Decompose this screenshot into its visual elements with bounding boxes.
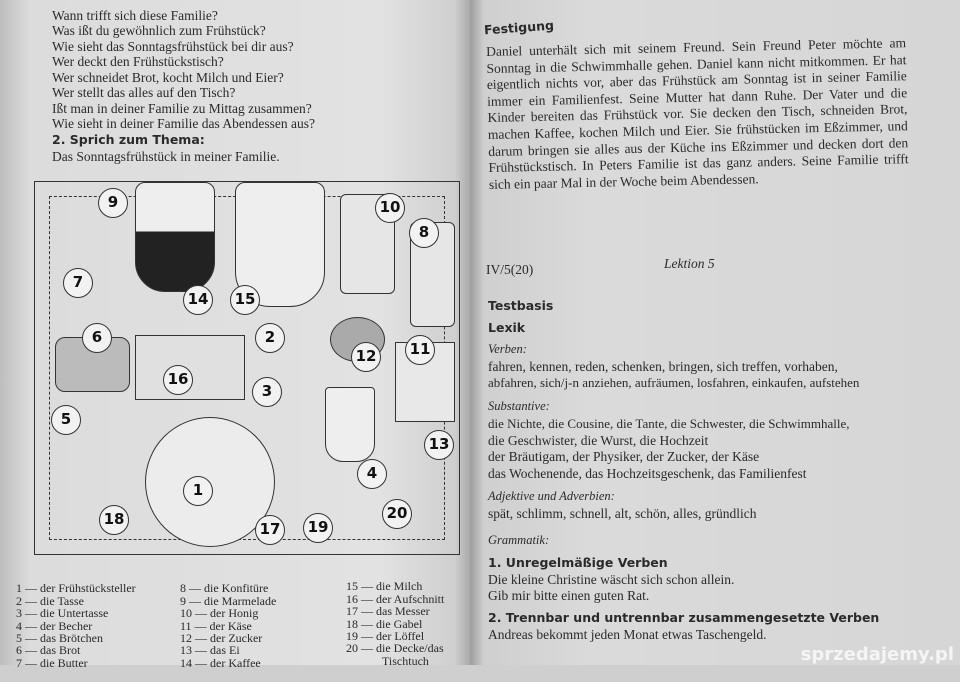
legend-item: 4 — der Becher [16, 618, 93, 633]
question: Wer schneidet Brot, kocht Milch und Eier? [52, 70, 284, 85]
grammatik-label: Grammatik: [488, 533, 550, 547]
item-number: 15 [230, 285, 260, 315]
legend-item: 6 — das Brot [16, 643, 81, 658]
item-number: 6 [82, 323, 112, 353]
legend-item: 13 — das Ei [180, 643, 240, 658]
question: Ißt man in deiner Familie zu Mittag zusammen? [52, 101, 312, 116]
festigung-text: Daniel unterhält sich mit seinem Freund. Sein Freund Peter möchte am Sonntag in die Schwimmhalle gehen. Daniel kann nicht mitkommen. Er hat eigentlich nichts vor, aber das Frühstück am Sonntag ist in seiner Familie immer ein Familienfest. Seine Mutter hat dann Ruhe. Der Vater und die Kinder bereiten das Frühstück vor. Sie decken den Tisch, schneiden Brot, machen Kaffee, kochen Milch und Eier. Sie frühstücken im Eßzimmer, und darum bringen sie alles aus der Küche ins Eßzimmer und decken dort den Frühstückstisch. In Peters Familie ist das ganz anders. Seine Familie trifft sich ein paar Mal in der Woche beim Abendessen. [486, 35, 909, 192]
item-number: 5 [51, 405, 81, 435]
substantive-label: Substantive: [488, 399, 550, 413]
legend-item: 19 — der Löffel [346, 629, 425, 644]
item-number: 10 [375, 193, 405, 223]
lexik-heading: Lexik [488, 320, 526, 335]
question: Wann trifft sich diese Familie? [52, 8, 218, 23]
legend-column-3 [346, 568, 444, 680]
cold-cuts-board [135, 335, 245, 400]
legend-item: 15 — die Milch [346, 579, 423, 594]
legend-item: 5 — das Brötchen [16, 631, 103, 646]
item-number: 19 [303, 513, 333, 543]
task-text: Das Sonntagsfrühstück in meiner Familie. [52, 149, 280, 164]
grammar-example: Gib mir bitte einen guten Rat. [488, 588, 650, 603]
legend-item: 8 — die Konfitüre [180, 581, 269, 596]
legend-item: 11 — der Käse [180, 618, 252, 633]
legend-item: 2 — die Tasse [16, 593, 84, 608]
item-number: 16 [163, 365, 193, 395]
grammar-heading-1: 1. Unregelmäßige Verben [488, 555, 668, 570]
mug [325, 387, 375, 462]
item-number: 3 [252, 377, 282, 407]
item-number: 17 [255, 515, 285, 545]
legend-item: 3 — die Untertasse [16, 606, 109, 621]
legend-item: 18 — die Gabel [346, 616, 423, 631]
lesson-title: Lektion 5 [664, 256, 715, 271]
legend-item: 20 — die Decke/das [346, 641, 444, 656]
question: Wie sieht in deiner Familie das Abendessen aus? [52, 116, 316, 131]
legend-item: 1 — der Frühstücksteller [16, 581, 136, 596]
item-number: 20 [382, 499, 412, 529]
task-heading: 2. Sprich zum Thema: [52, 132, 205, 147]
item-number: 8 [409, 218, 439, 248]
item-number: 11 [405, 335, 435, 365]
legend-item: 7 — die Butter [16, 655, 88, 670]
question: Was ißt du gewöhnlich zum Frühstück? [52, 23, 266, 38]
adjektive-label: Adjektive und Adverbien: [488, 489, 615, 503]
legend-item: 16 — der Aufschnitt [346, 591, 445, 606]
legend-item: 9 — die Marmelade [180, 593, 277, 608]
legend-item: 10 — der Honig [180, 606, 259, 621]
watermark-logo: sprzedajemy.pl [800, 644, 954, 665]
coffee-pot [135, 182, 215, 292]
legend-item: 14 — der Kaffee [180, 655, 261, 670]
legend-item: 17 — das Messer [346, 604, 430, 619]
item-number: 2 [255, 323, 285, 353]
grammar-heading-2: 2. Trennbar und untrennbar zusammengesetzte Verben [488, 610, 880, 625]
legend-item: 12 — der Zucker [180, 631, 263, 646]
festigung-heading: Festigung [483, 17, 555, 38]
substantive-line: der Bräutigam, der Physiker, der Zucker, der Käse [488, 449, 760, 464]
item-number: 18 [99, 505, 129, 535]
verben-line: fahren, kennen, reden, schenken, bringen, sich treffen, vorhaben, [488, 359, 838, 374]
testbasis-heading: Testbasis [488, 298, 554, 313]
page-reference: IV/5(20) [486, 262, 534, 277]
legend-item: Tischtuch [382, 653, 429, 668]
question: Wer stellt das alles auf den Tisch? [52, 85, 236, 100]
verben-line: abfahren, sich/j-n anziehen, aufräumen, losfahren, einkaufen, aufstehen [488, 375, 860, 390]
item-number: 12 [351, 342, 381, 372]
grammar-example: Die kleine Christine wäscht sich schon allein. [488, 572, 735, 587]
item-number: 4 [357, 459, 387, 489]
item-number: 7 [63, 268, 93, 298]
substantive-line: die Geschwister, die Wurst, die Hochzeit [488, 433, 709, 448]
question: Wer deckt den Frühstückstisch? [52, 54, 224, 69]
verben-label: Verben: [488, 342, 527, 356]
item-number: 9 [98, 188, 128, 218]
grammar-example: Andreas bekommt jeden Monat etwas Taschengeld. [488, 627, 767, 642]
item-number: 1 [183, 476, 213, 506]
adjektive-line: spät, schlimm, schnell, alt, schön, alles, gründlich [488, 506, 757, 521]
substantive-line: die Nichte, die Cousine, die Tante, die Schwester, die Schwimmhalle, [488, 416, 850, 431]
question: Wie sieht das Sonntagsfrühstück bei dir aus? [52, 39, 294, 54]
substantive-line: das Wochenende, das Hochzeitsgeschenk, das Familienfest [488, 466, 807, 481]
item-number: 14 [183, 285, 213, 315]
item-number: 13 [424, 430, 454, 460]
